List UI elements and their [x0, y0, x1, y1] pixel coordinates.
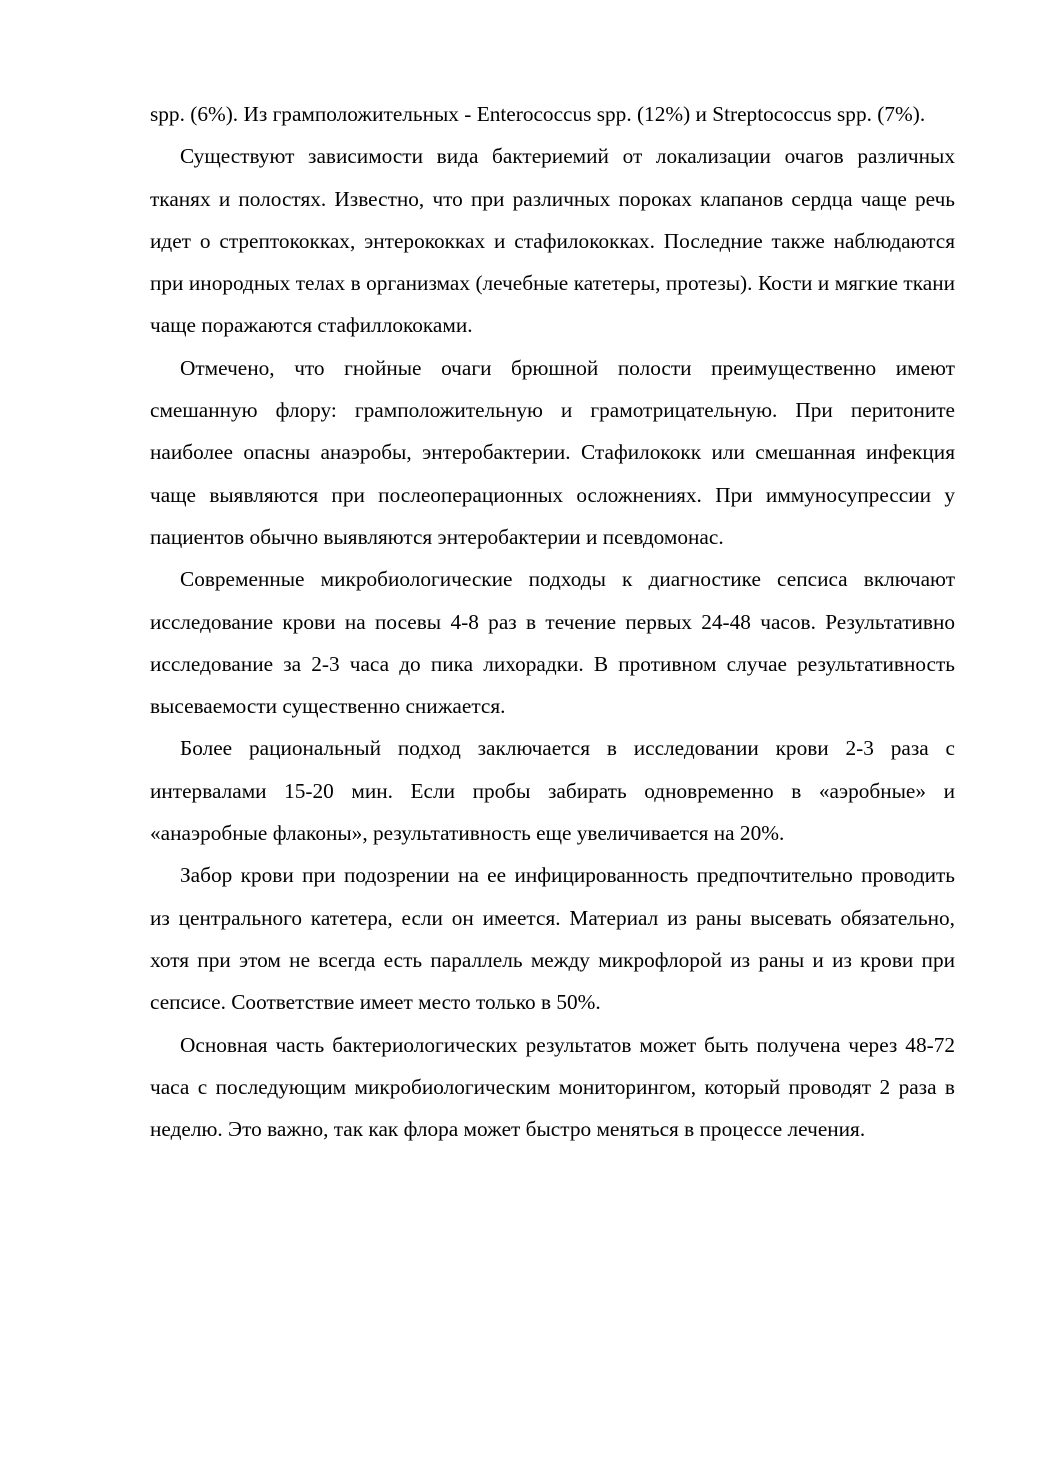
- paragraph-abdominal-foci: Отмечено, что гнойные очаги брюшной полости преимущественно имеют смешанную флору: грамположительную и грамотрицательную. При перитоните наиболее опасны анаэробы, энтеробактерии. Стафилококк или смешанная инфекция чаще выявляются при послеоперационных осложнениях. При иммуносупрессии у пациентов обычно выявляются энтеробактерии и псевдомонас.: [150, 355, 955, 549]
- paragraph-monitoring: Основная часть бактериологических результатов может быть получена через 48-72 часа с последующим микробиологическим мониторингом, который проводят 2 раза в неделю. Это важно, так как флора может быстро меняться в процессе лечения.: [150, 1032, 955, 1142]
- paragraph-continuation: spp. (6%). Из грамположительных - Enterococcus spp. (12%) и Streptococcus spp. (7%).: [150, 102, 926, 126]
- paragraph-rational-approach: Более рациональный подход заключается в исследовании крови 2-3 раза с интервалами 15-20 мин. Если пробы забирать одновременно в «аэробные» и «анаэробные флаконы», результативность еще увеличивается на 20%.: [150, 736, 955, 846]
- paragraph-bacteremia-localization: Существуют зависимости вида бактериемий от локализации очагов различных тканях и полостях. Известно, что при различных пороках клапанов сердца чаще речь идет о стрептококках, энтерококках и стафилококках. Последние также наблюдаются при инородных телах в организмах (лечебные катетеры, протезы). Кости и мягкие ткани чаще поражаются стафиллококами.: [150, 144, 955, 338]
- paragraph-diagnostic-approaches: Современные микробиологические подходы к диагностике сепсиса включают исследование крови на посевы 4-8 раз в течение первых 24-48 часов. Результативно исследование за 2-3 часа до пика лихорадки. В противном случае результативность высеваемости существенно снижается.: [150, 567, 955, 719]
- document-page: [150, 93, 955, 1150]
- paragraph-blood-sampling: Забор крови при подозрении на ее инфицированность предпочтительно проводить из центрального катетера, если он имеется. Материал из раны высевать обязательно, хотя при этом не всегда есть параллель между микрофлорой из раны и из крови при сепсисе. Соответствие имеет место только в 50%.: [150, 863, 955, 1015]
